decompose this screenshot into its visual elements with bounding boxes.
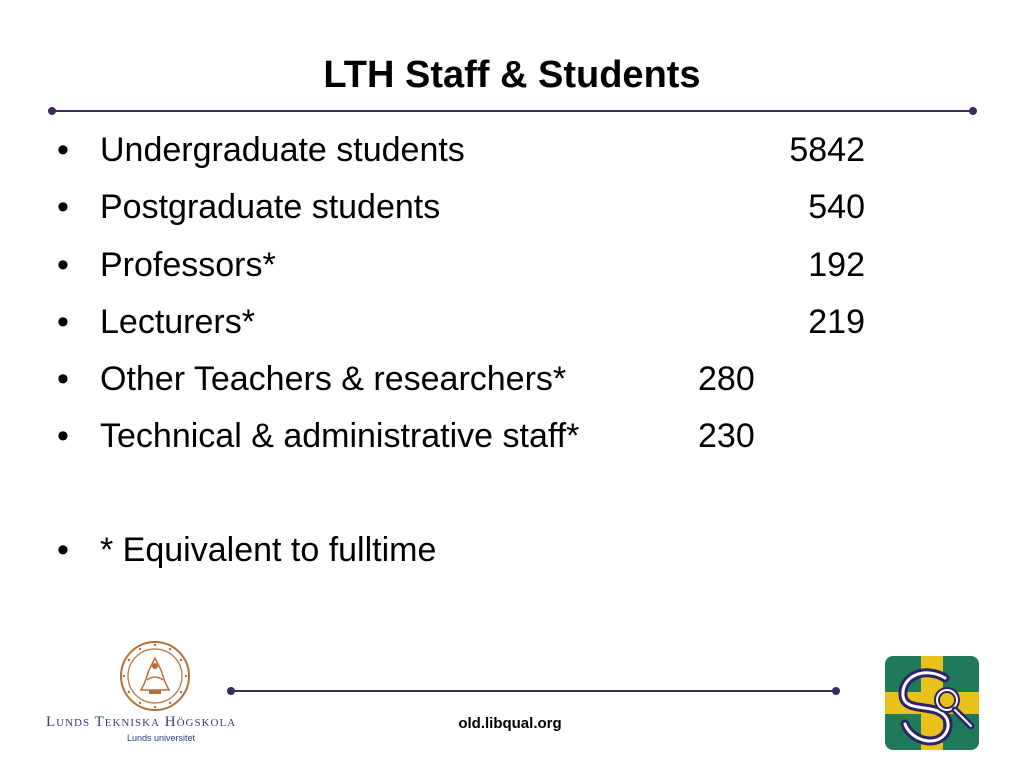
list-item-note xyxy=(57,522,917,579)
item-value: 280 xyxy=(698,360,755,399)
list-item xyxy=(57,237,917,294)
divider-dot-right xyxy=(969,107,977,115)
bullet-marker: • xyxy=(57,417,69,456)
item-value: 230 xyxy=(698,417,755,456)
slide-title: LTH Staff & Students xyxy=(323,54,701,96)
title-divider xyxy=(52,110,973,112)
item-label: Other Teachers & researchers* xyxy=(100,360,567,399)
university-subtitle: Lunds universitet xyxy=(126,733,196,743)
list-item xyxy=(57,351,917,408)
list-item xyxy=(57,179,917,236)
list-spacer xyxy=(57,466,917,522)
bullet-marker: • xyxy=(57,530,69,569)
divider-dot-left xyxy=(227,687,235,695)
item-label: Undergraduate students xyxy=(100,131,465,169)
item-value: 192 xyxy=(808,245,865,284)
item-value: 5842 xyxy=(789,131,865,169)
item-value: 540 xyxy=(808,188,865,227)
divider-dot-left xyxy=(48,107,56,115)
university-name: Lunds Tekniska Högskola xyxy=(46,714,237,730)
item-label: Professors* xyxy=(100,245,276,284)
bullet-marker: • xyxy=(57,302,69,341)
list-item xyxy=(57,408,917,465)
divider-dot-right xyxy=(832,687,840,695)
list-item xyxy=(57,122,917,179)
bullet-list xyxy=(57,122,917,579)
footnote: * Equivalent to fulltime xyxy=(100,530,437,569)
item-value: 219 xyxy=(808,302,865,341)
footer-divider xyxy=(231,690,836,692)
list-item xyxy=(57,294,917,351)
bullet-marker: • xyxy=(57,245,69,284)
item-label: Technical & administrative staff* xyxy=(100,417,580,456)
libqual-logo-icon xyxy=(885,656,979,750)
university-seal-icon xyxy=(119,640,191,712)
bullet-marker: • xyxy=(57,188,69,227)
bullet-marker: • xyxy=(57,360,69,399)
item-label: Lecturers* xyxy=(100,302,255,341)
item-label: Postgraduate students xyxy=(100,188,441,227)
bullet-marker: • xyxy=(57,131,69,169)
footer-url: old.libqual.org xyxy=(458,715,562,732)
